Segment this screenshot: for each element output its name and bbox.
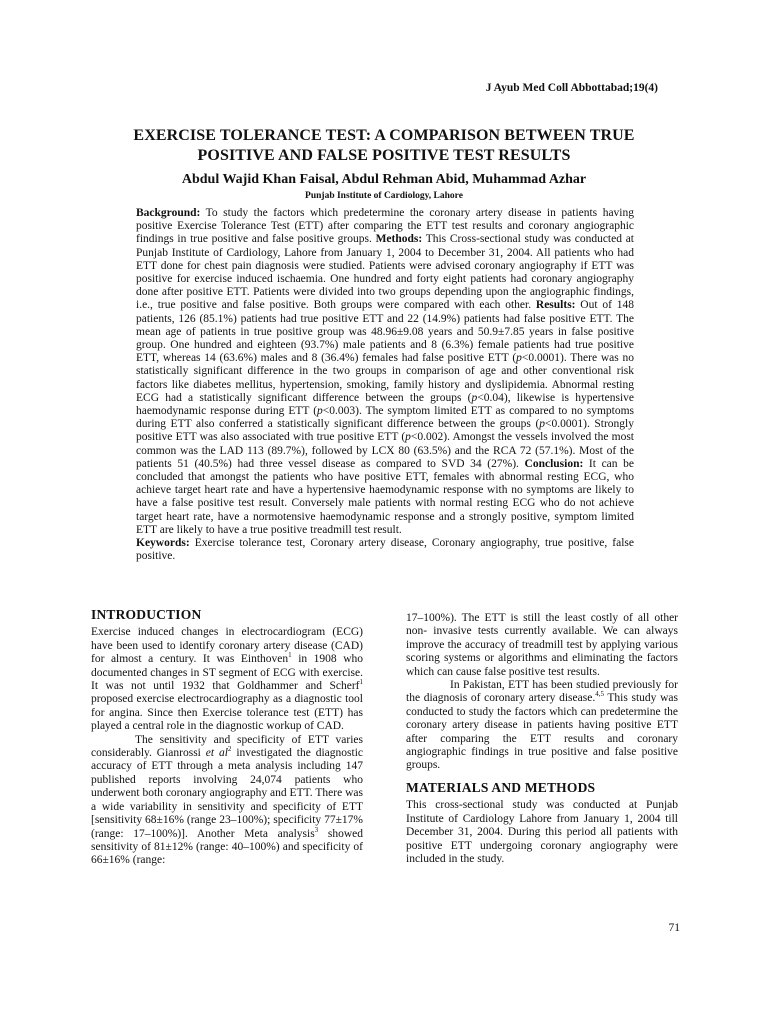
intro-text: investigated the diagnostic accuracy of ETT through a meta analysis including 147 published reports involving 24,074 patients who underwent both coronary angiography and ETT. There was a wide variability in sensitivity and specificity of ETT [sensitivity 68±16% (range 23–100%); specificity 77±17% (range: 17–100%)]. Another Meta analysis bbox=[91, 747, 364, 840]
results-text: <0.002). Amongst the vessels involved the most common was the LAD 113 (89.7%), followed by LCX 80 (63.5%) and the RCA 72 (57.1%). Most of the patients 51 (40.5%) had three vessel disease as compared to SVD 34 (27%). bbox=[136, 431, 634, 470]
reference-marker: 1 bbox=[359, 678, 363, 687]
methods-heading: MATERIALS AND METHODS bbox=[406, 779, 596, 795]
background-text: To study the factors which predetermine the coronary artery disease in patients having positive Exercise Tolerance Test (ETT) after comparing the ETT test results and coronary angiographic findings in true positive and false positive groups. bbox=[136, 207, 634, 246]
title-line-2: POSITIVE AND FALSE POSITIVE TEST RESULTS bbox=[197, 147, 571, 164]
page-number: 71 bbox=[668, 922, 680, 934]
keywords bbox=[136, 537, 634, 563]
intro-text: Exercise induced changes in electrocardiogram (ECG) have been used to identify coronary artery disease (CAD) for almost a century. It was Einthoven bbox=[91, 626, 363, 666]
affiliation: Punjab Institute of Cardiology, Lahore bbox=[305, 191, 463, 201]
results-text: Out of 148 patients, 126 (85.1%) patients had true positive ETT and 22 (14.9%) patients had false positive ETT. The mean age of patients in true positive group was 48.96±9.08 years and 50.9±7.85 years in false positive group. One hundred and eighteen (93.7%) male patients and 8 (6.3%) female patients had true positive ETT, whereas 14 (63.6%) males and 8 (36.4%) females had false positive ETT ( bbox=[136, 299, 634, 365]
p-value-symbol: p bbox=[317, 405, 323, 418]
results-text: <0.0001). There was no statistically significant difference in the two groups in comparison of age and other conventional risk factors like diabetes mellitus, hypertension, smoking, family history and dyslipidemia. Abnormal resting ECG had a statistically significant difference between the groups ( bbox=[136, 352, 634, 404]
reference-marker: 1 bbox=[288, 651, 292, 660]
intro-text: in 1908 who documented changes in ST segment of ECG with exercise. It was not until 1932 that Goldhammer and Scherf bbox=[91, 653, 363, 693]
journal-citation: J Ayub Med Coll Abbottabad;19(4) bbox=[485, 82, 658, 94]
results-text: <0.003). The symptom limited ETT as compared to no symptoms during ETT also conferred a statistically significant difference between the groups ( bbox=[136, 405, 634, 431]
keywords-label: Keywords: bbox=[136, 537, 190, 550]
p-value-symbol: p bbox=[405, 431, 411, 444]
keywords-text: Exercise tolerance test, Coronary artery disease, Coronary angiography, true positive, false positive. bbox=[136, 537, 634, 563]
introduction-heading: INTRODUCTION bbox=[91, 607, 202, 622]
abstract bbox=[136, 207, 634, 563]
p-value-symbol: p bbox=[516, 352, 522, 365]
title-line-1: EXERCISE TOLERANCE TEST: A COMPARISON BETWEEN TRUE bbox=[133, 127, 635, 144]
author-list: Abdul Wajid Khan Faisal, Abdul Rehman Abid, Muhammad Azhar bbox=[181, 172, 587, 187]
intro-paragraph-2 bbox=[91, 734, 363, 868]
p-value-symbol: p bbox=[539, 418, 546, 431]
results-text: <0.0001). Strongly positive ETT was also associated with true positive ETT ( bbox=[136, 418, 634, 444]
et-al: et al bbox=[205, 747, 228, 760]
intro-paragraph-4 bbox=[406, 679, 678, 773]
results-label: Results: bbox=[535, 299, 576, 312]
intro-paragraph-3: 17–100%). The ETT is still the least costly of all other non- invasive tests currently available. We can always improve the accuracy of treadmill test by applying various scoring systems or algorithms and eliminating the factors which can cause false positive test results. bbox=[406, 612, 678, 678]
paper-title bbox=[90, 126, 678, 166]
methods-label: Methods: bbox=[375, 233, 423, 246]
methods-text: This Cross-sectional study was conducted at Punjab Institute of Cardiology, Lahore from January 1, 2004 to December 31, 2004. All patients who had ETT done for chest pain diagnosis were studied. Patients were advised coronary angiography if ETT was positive for exercise induced ischaemia. One hundred and forty eight patients had coronary angiography done after positive ETT. Patients were divided into two groups depending upon the angiographic findings, i.e., true positive and false positive. Both groups were compared with each other. bbox=[136, 233, 634, 312]
conclusion-label: Conclusion: bbox=[524, 457, 584, 470]
reference-marker: 3 bbox=[314, 825, 319, 834]
intro-text: The sensitivity and specificity of ETT varies considerably. Gianrossi bbox=[91, 733, 363, 760]
methods-paragraph: This cross-sectional study was conducted at Punjab Institute of Cardiology Lahore from January 1, 2004 till December 31, 2004. During this period all patients with positive ETT undergoing coronary angiography were included in the study. bbox=[406, 799, 678, 865]
p-value-symbol: p bbox=[471, 391, 478, 404]
abstract-body bbox=[136, 207, 634, 537]
intro-text: showed sensitivity of 81±12% (range: 40–100%) and specificity of 66±16% (range: bbox=[91, 827, 363, 867]
reference-marker: 4,5 bbox=[595, 690, 604, 699]
intro-text: proposed exercise electrocardiography as a diagnostic tool for angina. Since then Exercise tolerance test (ETT) has played a central role in the diagnostic workup of CAD. bbox=[91, 693, 363, 733]
right-column bbox=[406, 612, 678, 866]
intro-text: In Pakistan, ETT has been studied previously for the diagnosis of coronary artery disease. bbox=[406, 679, 678, 705]
intro-paragraph-1 bbox=[91, 626, 363, 733]
conclusion-text: It can be concluded that amongst the patients who have positive ETT, females with abnormal resting ECG, who achieve target heart rate and have a hypertensive haemodynamic response with no symptoms are likely to have a false positive test result. Conversely male patients with normal resting ECG who do not achieve target heart rate, have a normotensive haemodynamic response and a strongly positive, symptom limited ETT are likely to have a true positive treadmill test result. bbox=[136, 457, 634, 536]
intro-text: This study was conducted to study the factors which can predetermine the coronary artery disease in patients having positive ETT after comparing the ETT results and coronary angiographic findings in true positive and false positive groups. bbox=[406, 692, 678, 772]
left-column bbox=[91, 608, 363, 868]
results-text: <0.04), likewise is hypertensive haemodynamic response during ETT ( bbox=[136, 391, 634, 418]
reference-marker: 2 bbox=[227, 745, 232, 754]
background-label: Background: bbox=[136, 207, 201, 219]
